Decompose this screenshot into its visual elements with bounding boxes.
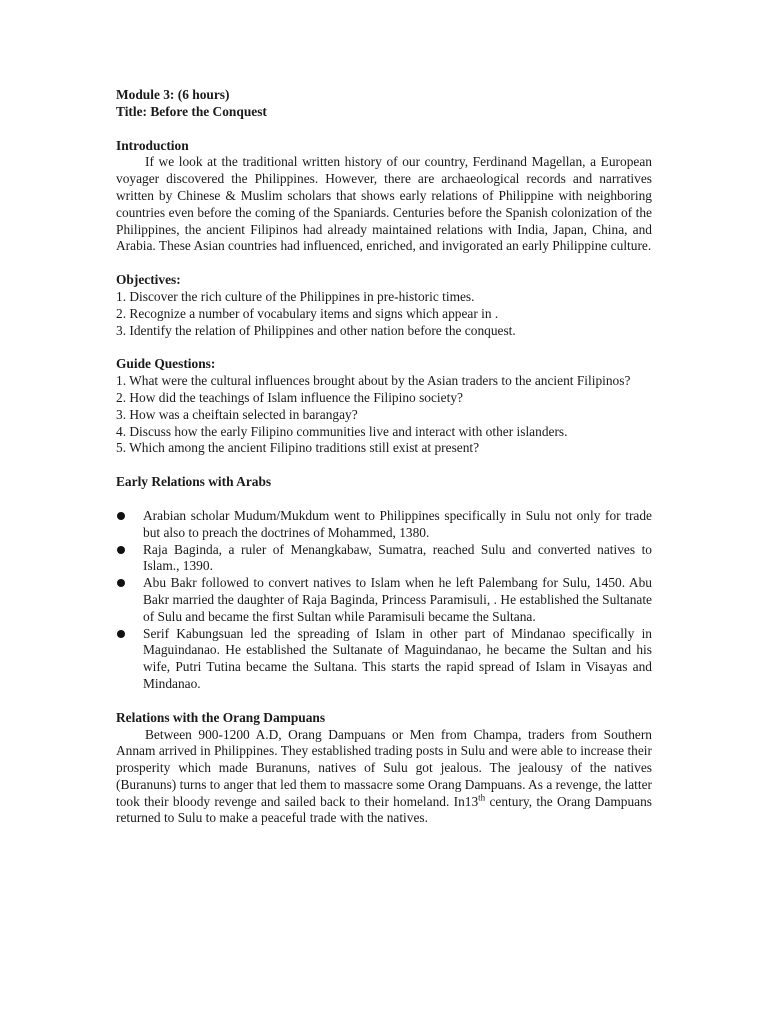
dampuans-text-part2: century, the Orang Dampuans returned to Sulu to make a peaceful trade with the natives. bbox=[116, 793, 652, 826]
bullet-text: Raja Baginda, a ruler of Menangkabaw, Sumatra, reached Sulu and converted natives to Islam., 1390. bbox=[143, 541, 652, 574]
bullet-icon bbox=[117, 512, 125, 520]
dampuans-paragraph bbox=[116, 727, 652, 828]
ordinal-superscript: th bbox=[478, 792, 486, 803]
bullet-icon bbox=[117, 579, 125, 587]
bullet-icon bbox=[117, 546, 125, 554]
guide-question-item: 3. How was a cheiftain selected in barangay? bbox=[116, 406, 358, 422]
guide-question-item: 5. Which among the ancient Filipino traditions still exist at present? bbox=[116, 440, 480, 456]
introduction-paragraph: If we look at the traditional written history of our country, Ferdinand Magellan, a European voyager discovered the Philippines. However, there are archaeological records and narratives written by Chinese & Muslim scholars that shows early relations of Philippine with neighboring countries even before the coming of the Spaniards. Centuries before the Spanish colonization of the Philippines, the ancient Filipinos had already maintained relations with India, Japan, China, and Arabia. These Asian countries had influenced, enriched, and invigorated an early Philippine culture. bbox=[116, 154, 652, 254]
list-item bbox=[116, 508, 652, 542]
dampuans-text-part1: Between 900-1200 A.D, Orang Dampuans or Men from Champa, traders from Southern Annam arrived in Philippines. They established trading posts in Sulu and were able to increase their prosperity which made Buranuns, natives of Sulu got jealous. The jealousy of the natives (Buranuns) turns to anger that led them to massacre some Orang Dampuans. As a revenge, the latter took their bloody revenge and sailed back to their homeland. In13 bbox=[116, 726, 652, 809]
arabs-heading: Early Relations with Arabs bbox=[116, 474, 272, 490]
objectives-heading: Objectives: bbox=[116, 272, 181, 288]
dampuans-heading: Relations with the Orang Dampuans bbox=[116, 709, 326, 725]
guide-question-item: 2. How did the teachings of Islam influence the Filipino society? bbox=[116, 389, 463, 405]
objective-item: 2. Recognize a number of vocabulary items and signs which appear in . bbox=[116, 305, 499, 321]
list-item bbox=[116, 626, 652, 693]
bullet-text: Abu Bakr followed to convert natives to Islam when he left Palembang for Sulu, 1450. Abu Bakr married the daughter of Raja Baginda, Princess Paramisuli, . He established the Sultanate of Sulu and became the first Sultan while Paramisuli became the Sultana. bbox=[143, 575, 652, 624]
guide-question-item: 1. What were the cultural influences brought about by the Asian traders to the ancient Filipinos? bbox=[116, 373, 631, 389]
bullet-icon bbox=[117, 630, 125, 638]
guide-questions-heading: Guide Questions: bbox=[116, 356, 216, 372]
list-item bbox=[116, 542, 652, 576]
objective-item: 1. Discover the rich culture of the Philippines in pre-historic times. bbox=[116, 288, 475, 304]
module-heading: Module 3: (6 hours) bbox=[116, 87, 230, 102]
introduction-heading: Introduction bbox=[116, 137, 189, 153]
objective-item: 3. Identify the relation of Philippines and other nation before the conquest. bbox=[116, 322, 516, 338]
page-title: Title: Before the Conquest bbox=[116, 103, 267, 119]
list-item bbox=[116, 575, 652, 625]
guide-question-item: 4. Discuss how the early Filipino communities live and interact with other islanders. bbox=[116, 423, 568, 439]
bullet-text: Serif Kabungsuan led the spreading of Islam in other part of Mindanao specifically in Maguindanao. He established the Sultanate of Maguindanao, he became the Sultan and his wife, Putri Tutina became the Sultana. This starts the rapid spread of Islam in Visayas and Mindanao. bbox=[143, 625, 652, 691]
bullet-text: Arabian scholar Mudum/Mukdum went to Philippines specifically in Sulu not only for trade but also to preach the doctrines of Mohammed, 1380. bbox=[143, 507, 652, 540]
arabs-bullet-list bbox=[116, 508, 652, 693]
